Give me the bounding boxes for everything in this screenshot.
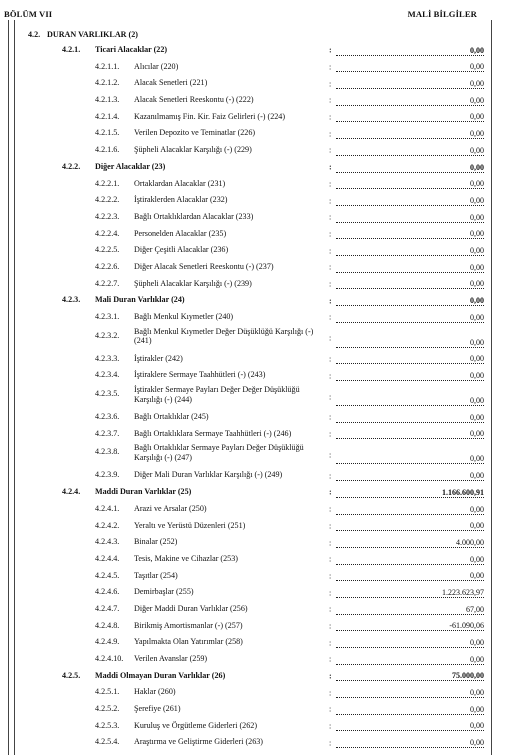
account-row <box>0 533 509 550</box>
row-label: Bağlı Ortaklıklar (245) <box>134 412 209 422</box>
row-colon: : <box>329 129 332 139</box>
row-value: 0,00 <box>336 146 484 156</box>
row-colon: : <box>329 245 332 255</box>
row-colon: : <box>329 112 332 122</box>
row-label: Araştırma ve Geliştirme Giderleri (263) <box>134 737 264 747</box>
row-label: Taşıtlar (254) <box>134 570 178 580</box>
row-colon: : <box>329 354 332 364</box>
row-number: 4.2.5.3. <box>95 720 120 730</box>
row-value: 1.223.623,97 <box>336 588 484 598</box>
row-value: 0,00 <box>336 96 484 106</box>
duran-varliklar-table <box>0 29 509 750</box>
row-value: 0,00 <box>336 279 484 289</box>
row-colon: : <box>329 721 332 731</box>
row-value: 0,00 <box>336 213 484 223</box>
row-number: 4.2.5.1. <box>95 687 120 697</box>
row-label: Ticari Alacaklar (22) <box>95 45 168 54</box>
row-value: 0,00 <box>336 62 484 72</box>
row-value: 0,00 <box>336 79 484 89</box>
account-row <box>0 258 509 275</box>
group-row <box>0 158 509 175</box>
row-value: 0,00 <box>336 354 484 364</box>
account-row <box>0 700 509 717</box>
row-value: 0,00 <box>336 413 484 423</box>
group-row <box>0 41 509 58</box>
account-row <box>0 683 509 700</box>
row-value: 0,00 <box>336 738 484 748</box>
account-row <box>0 325 509 350</box>
row-number: 4.2.5.2. <box>95 704 120 714</box>
row-number: 4.2.3.9. <box>95 470 120 480</box>
row-label: İştiraklere Sermaye Taahhütleri (-) (243) <box>134 370 266 380</box>
row-colon: : <box>329 229 332 239</box>
row-value: 0,00 <box>336 129 484 139</box>
account-row <box>0 441 509 466</box>
row-colon: : <box>329 450 332 460</box>
row-value: 0,00 <box>336 196 484 206</box>
account-row <box>0 733 509 750</box>
row-number: 4.2.3.4. <box>95 370 120 380</box>
row-number: 4.2.1.1. <box>95 61 120 71</box>
row-label: Bağlı Ortaklıklara Sermaye Taahhütleri (-) (246) <box>134 428 292 438</box>
row-value: 0,00 <box>336 454 484 464</box>
row-number: 4.2.4.4. <box>95 553 120 563</box>
row-label: Arazi ve Arsalar (250) <box>134 503 207 513</box>
row-label: Demirbaşlar (255) <box>134 587 194 597</box>
row-value: 0,00 <box>336 163 484 173</box>
row-number: 4.2.2.7. <box>95 278 120 288</box>
row-number: 4.2.2.1. <box>95 178 120 188</box>
row-number: 4.2.1.4. <box>95 111 120 121</box>
row-number: 4.2.2.6. <box>95 261 120 271</box>
row-number: 4.2.4.8. <box>95 620 120 630</box>
row-label: Personelden Alacaklar (235) <box>134 228 227 238</box>
row-colon: : <box>329 471 332 481</box>
row-label: Yeraltı ve Yerüstü Düzenleri (251) <box>134 520 246 530</box>
row-value: 0,00 <box>336 571 484 581</box>
row-number: 4.2.3.5. <box>95 389 120 399</box>
row-label: Şüpheli Alacaklar Karşılığı (-) (229) <box>134 145 252 155</box>
row-value: 0,00 <box>336 371 484 381</box>
row-number: 4.2.4.10. <box>95 654 124 663</box>
row-number: 4.2.5. <box>62 670 81 680</box>
row-colon: : <box>329 95 332 105</box>
row-value: 1.166.600,91 <box>336 488 484 498</box>
row-colon: : <box>329 671 332 681</box>
row-value: 0,00 <box>336 313 484 323</box>
row-label: Diğer Maddi Duran Varlıklar (256) <box>134 603 248 613</box>
account-row <box>0 141 509 158</box>
row-label: Verilen Depozito ve Teminatlar (226) <box>134 128 256 138</box>
row-label: Mali Duran Varlıklar (24) <box>95 295 185 305</box>
account-row <box>0 650 509 667</box>
account-row <box>0 225 509 242</box>
account-row <box>0 108 509 125</box>
row-value: 0,00 <box>336 429 484 439</box>
account-row <box>0 350 509 367</box>
row-colon: : <box>329 145 332 155</box>
row-colon: : <box>329 391 332 401</box>
row-value: 75.000,00 <box>336 671 484 681</box>
row-label: Bağlı Menkul Kıymetler Değer Düşüklüğü Karşılığı (-) (241) <box>134 326 314 346</box>
row-colon: : <box>329 179 332 189</box>
row-number: 4.2.4. <box>62 487 81 497</box>
account-row <box>0 175 509 192</box>
row-label: Haklar (260) <box>134 687 176 697</box>
row-colon: : <box>329 637 332 647</box>
section-title: DURAN VARLIKLAR (2) <box>47 30 138 39</box>
row-label: İştiraklerden Alacaklar (232) <box>134 195 228 205</box>
row-number: 4.2.3.6. <box>95 412 120 422</box>
row-label: Maddi Olmayan Duran Varlıklar (26) <box>95 670 226 680</box>
account-row <box>0 617 509 634</box>
row-number: 4.2.1.3. <box>95 95 120 105</box>
row-label: Maddi Duran Varlıklar (25) <box>95 487 192 497</box>
row-number: 4.2.3.1. <box>95 312 120 321</box>
row-number: 4.2.2.4. <box>95 228 120 238</box>
account-row <box>0 124 509 141</box>
row-label: Diğer Mali Duran Varlıklar Karşılığı (-) (249) <box>134 470 283 480</box>
account-row <box>0 583 509 600</box>
row-value: 0,00 <box>336 246 484 256</box>
row-number: 4.2.3.7. <box>95 428 120 438</box>
row-label: Verilen Avanslar (259) <box>134 654 208 663</box>
account-row <box>0 191 509 208</box>
row-colon: : <box>329 504 332 514</box>
row-colon: : <box>329 333 332 343</box>
row-number: 4.2.3.8. <box>95 447 120 457</box>
row-value: 0,00 <box>336 705 484 715</box>
row-label: Kazanılmamış Fin. Kir. Faiz Gelirleri (-) (224) <box>134 111 286 121</box>
row-colon: : <box>329 738 332 748</box>
row-value: -61.090,06 <box>336 621 484 631</box>
row-label: Kuruluş ve Örgütleme Giderleri (262) <box>134 720 258 730</box>
row-value: 4.000,00 <box>336 538 484 548</box>
row-colon: : <box>329 654 332 664</box>
row-value: 0,00 <box>336 179 484 189</box>
row-number: 4.2.2. <box>62 161 81 171</box>
row-number: 4.2.4.2. <box>95 520 120 530</box>
row-number: 4.2.4.7. <box>95 603 120 613</box>
row-colon: : <box>329 162 332 172</box>
row-number: 4.2.4.3. <box>95 537 120 547</box>
account-row <box>0 383 509 408</box>
row-number: 4.2.4.1. <box>95 503 120 513</box>
section-heading-row <box>0 29 509 41</box>
row-label: Ortaklardan Alacaklar (231) <box>134 178 226 188</box>
row-number: 4.2.4.6. <box>95 587 120 597</box>
row-number: 4.2.2.5. <box>95 245 120 255</box>
row-colon: : <box>329 279 332 289</box>
row-value: 0,00 <box>336 46 484 56</box>
row-label: Alacak Senetleri Reeskontu (-) (222) <box>134 95 254 105</box>
account-row <box>0 717 509 734</box>
row-label: Bağlı Ortaklıklardan Alacaklar (233) <box>134 211 254 221</box>
row-value: 0,00 <box>336 338 484 348</box>
row-colon: : <box>329 45 332 55</box>
row-number: 4.2.1. <box>62 45 81 54</box>
row-label: Birikmiş Amortismanlar (-) (257) <box>134 620 243 630</box>
row-value: 0,00 <box>336 296 484 306</box>
account-row <box>0 241 509 258</box>
account-row <box>0 74 509 91</box>
row-label: Alacak Senetleri (221) <box>134 78 208 88</box>
account-row <box>0 567 509 584</box>
row-number: 4.2.1.2. <box>95 78 120 88</box>
row-number: 4.2.3.3. <box>95 353 120 363</box>
account-row <box>0 308 509 325</box>
account-row <box>0 58 509 75</box>
row-colon: : <box>329 262 332 272</box>
row-number: 4.2.3.2. <box>95 330 120 340</box>
header-right: MALİ BİLGİLER <box>407 9 477 19</box>
row-colon: : <box>329 312 332 322</box>
row-colon: : <box>329 587 332 597</box>
row-label: Diğer Alacak Senetleri Reeskontu (-) (237) <box>134 261 274 271</box>
account-row <box>0 550 509 567</box>
account-row <box>0 466 509 483</box>
account-row <box>0 408 509 425</box>
account-row <box>0 91 509 108</box>
row-label: Diğer Çeşitli Alacaklar (236) <box>134 245 229 255</box>
row-colon: : <box>329 295 332 305</box>
account-row <box>0 275 509 292</box>
row-colon: : <box>329 537 332 547</box>
row-label: Şerefiye (261) <box>134 704 181 714</box>
group-row <box>0 667 509 684</box>
row-colon: : <box>329 554 332 564</box>
row-colon: : <box>329 195 332 205</box>
section-number: 4.2. <box>28 30 41 39</box>
account-row <box>0 425 509 442</box>
row-colon: : <box>329 371 332 381</box>
row-colon: : <box>329 704 332 714</box>
row-number: 4.2.4.9. <box>95 637 120 647</box>
row-colon: : <box>329 604 332 614</box>
row-label: Alıcılar (220) <box>134 61 179 71</box>
row-label: Binalar (252) <box>134 537 178 547</box>
row-label: Tesis, Makine ve Cihazlar (253) <box>134 553 238 563</box>
row-value: 0,00 <box>336 555 484 565</box>
row-value: 0,00 <box>336 721 484 731</box>
account-row <box>0 517 509 534</box>
row-value: 0,00 <box>336 471 484 481</box>
row-value: 0,00 <box>336 638 484 648</box>
row-number: 4.2.1.6. <box>95 145 120 155</box>
account-row <box>0 600 509 617</box>
row-colon: : <box>329 521 332 531</box>
row-number: 4.2.2.2. <box>95 195 120 205</box>
row-colon: : <box>329 621 332 631</box>
row-label: Diğer Alacaklar (23) <box>95 161 166 171</box>
row-value: 0,00 <box>336 112 484 122</box>
header-left: BÖLÜM VII <box>4 9 53 19</box>
group-row <box>0 483 509 500</box>
row-label: İştirakler Sermaye Payları Değer Değer Düşüklüğü Karşılığı (-) (244) <box>134 385 300 404</box>
row-colon: : <box>329 571 332 581</box>
row-number: 4.2.3. <box>62 295 81 305</box>
row-number: 4.2.4.5. <box>95 570 120 580</box>
row-value: 67,00 <box>336 605 484 615</box>
account-row <box>0 208 509 225</box>
group-row <box>0 291 509 308</box>
row-label: Yapılmakta Olan Yatırımlar (258) <box>134 637 243 647</box>
row-value: 0,00 <box>336 505 484 515</box>
row-number: 4.2.1.5. <box>95 128 120 138</box>
row-number: 4.2.2.3. <box>95 211 120 221</box>
account-row <box>0 500 509 517</box>
row-colon: : <box>329 412 332 422</box>
account-row <box>0 366 509 383</box>
row-label: Şüpheli Alacaklar Karşılığı (-) (239) <box>134 278 252 288</box>
row-value: 0,00 <box>336 688 484 698</box>
row-colon: : <box>329 429 332 439</box>
row-value: 0,00 <box>336 263 484 273</box>
row-value: 0,00 <box>336 229 484 239</box>
row-value: 0,00 <box>336 396 484 406</box>
row-colon: : <box>329 79 332 89</box>
row-label: Bağlı Menkul Kıymetler (240) <box>134 312 234 321</box>
row-value: 0,00 <box>336 655 484 665</box>
row-label: Bağlı Ortaklıklar Sermaye Payları Değer Düşüklüğü Karşılığı (-) (247) <box>134 443 304 462</box>
row-colon: : <box>329 62 332 72</box>
row-colon: : <box>329 688 332 698</box>
row-value: 0,00 <box>336 521 484 531</box>
row-colon: : <box>329 212 332 222</box>
row-number: 4.2.5.4. <box>95 737 120 747</box>
row-colon: : <box>329 487 332 497</box>
row-label: İştirakler (242) <box>134 353 183 363</box>
account-row <box>0 633 509 650</box>
